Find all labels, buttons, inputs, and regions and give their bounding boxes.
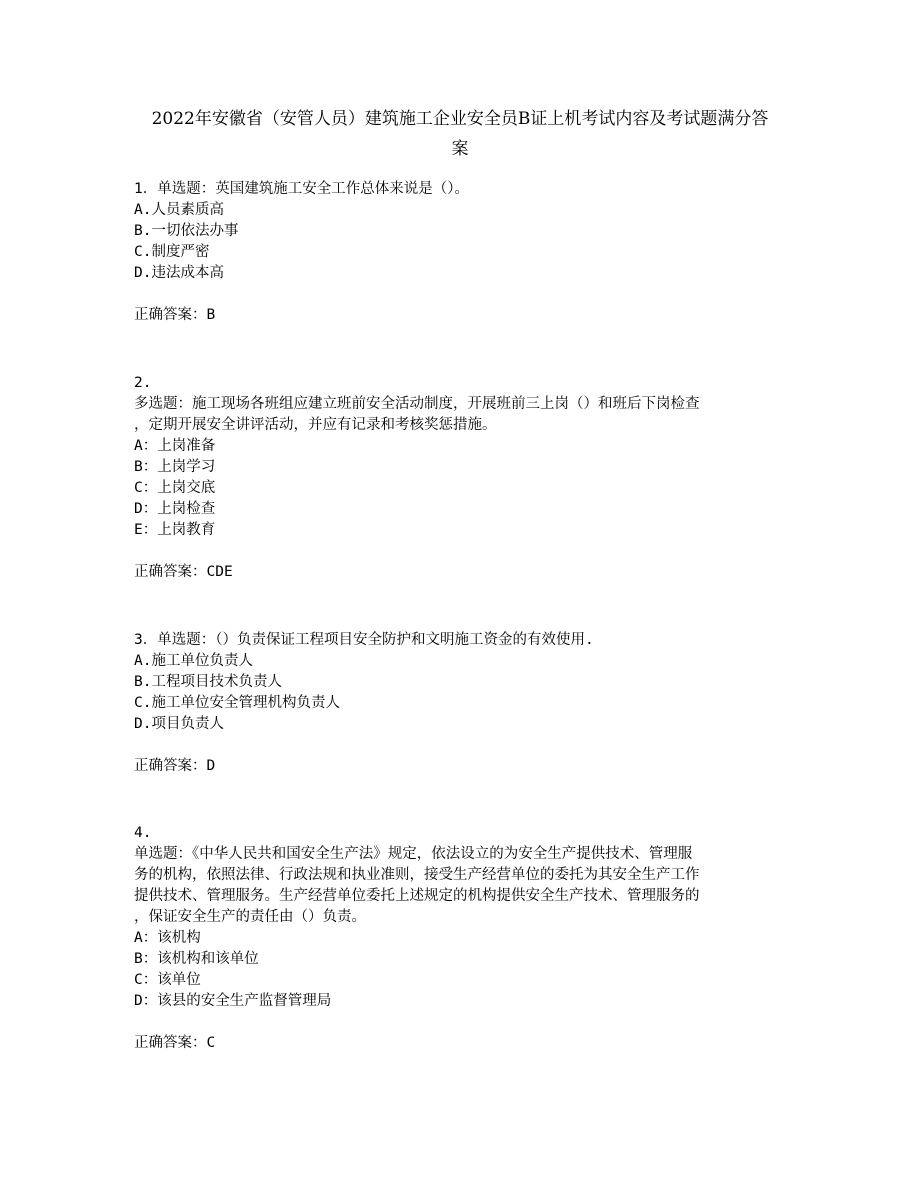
question-4 — [134, 823, 794, 1054]
correct-answer: 正确答案：B — [134, 307, 216, 323]
option: A.施工单位负责人 — [134, 653, 253, 669]
question-number: 2. — [134, 375, 152, 391]
option: B.一切依法办事 — [134, 223, 239, 239]
option: B.工程项目技术负责人 — [134, 674, 282, 690]
title-line-2: 案 — [451, 139, 469, 159]
option: A：该机构 — [134, 930, 201, 946]
question-header: 3．单选题：（）负责保证工程项目安全防护和文明施工资金的有效使用. — [134, 632, 594, 648]
question-stem-line: ，定期开展安全讲评活动，并应有记录和考核奖惩措施。 — [134, 417, 497, 433]
option: D：该县的安全生产监督管理局 — [134, 993, 332, 1009]
document-title — [120, 104, 800, 164]
question-stem-line: 提供技术、管理服务。生产经营单位委托上述规定的机构提供安全生产技术、管理服务的 — [134, 888, 700, 904]
option: A：上岗准备 — [134, 438, 216, 454]
title-line-1: 2022年安徽省（安管人员）建筑施工企业安全员B证上机考试内容及考试题满分答 — [151, 109, 769, 129]
option: B：该机构和该单位 — [134, 951, 259, 967]
question-stem-line: 多选题：施工现场各班组应建立班前安全活动制度，开展班前三上岗（）和班后下岗检查 — [134, 396, 700, 412]
question-stem-line: 务的机构，依照法律、行政法规和执业准则，接受生产经营单位的委托为其安全生产工作 — [134, 867, 700, 883]
question-header: 1．单选题：英国建筑施工安全工作总体来说是（）。 — [134, 181, 469, 197]
question-2 — [134, 373, 794, 583]
question-stem-line: ，保证安全生产的责任由（）负责。 — [134, 909, 366, 925]
correct-answer: 正确答案：D — [134, 758, 216, 774]
option: C.施工单位安全管理机构负责人 — [134, 695, 340, 711]
option: D：上岗检查 — [134, 501, 216, 517]
option: A.人员素质高 — [134, 202, 224, 218]
correct-answer: 正确答案：CDE — [134, 564, 233, 580]
option: E：上岗教育 — [134, 522, 216, 538]
question-3 — [134, 630, 794, 777]
option: D.项目负责人 — [134, 716, 224, 732]
option: C：上岗交底 — [134, 480, 216, 496]
option: C：该单位 — [134, 972, 201, 988]
question-number: 4. — [134, 825, 152, 841]
option: B：上岗学习 — [134, 459, 216, 475]
question-stem-line: 单选题：《中华人民共和国安全生产法》规定，依法设立的为安全生产提供技术、管理服 — [134, 846, 693, 862]
correct-answer: 正确答案：C — [134, 1035, 216, 1051]
option: C.制度严密 — [134, 244, 210, 260]
question-1 — [134, 179, 794, 326]
option: D.违法成本高 — [134, 265, 224, 281]
